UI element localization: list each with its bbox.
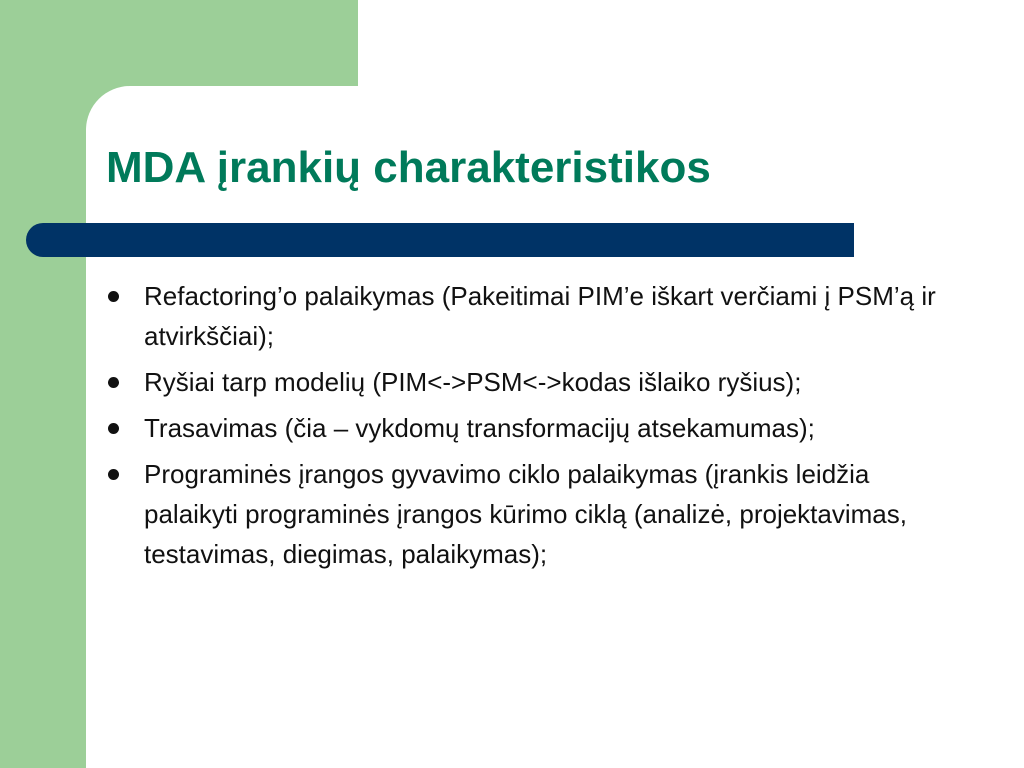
bullet-dot-icon: [108, 291, 119, 302]
bullet-item-refactoring: [106, 276, 966, 356]
bullet-dot-icon: [108, 377, 119, 388]
bullet-dot-icon: [108, 469, 119, 480]
bullet-item-model-links: [106, 362, 966, 402]
bullet-text: Programinės įrangos gyvavimo ciklo palaikymas (įrankis leidžia palaikyti programinės įrangos kūrimo ciklą (analizė, projektavimas, testavimas, diegimas, palaikymas);: [144, 459, 907, 569]
bullet-item-tracing: [106, 408, 966, 448]
bullet-list: [106, 276, 966, 580]
bullet-text: Ryšiai tarp modelių (PIM<->PSM<->kodas išlaiko ryšius);: [144, 367, 802, 397]
bullet-text: Refactoring’o palaikymas (Pakeitimai PIM’e iškart verčiami į PSM’ą ir atvirkščiai);: [144, 281, 936, 351]
bullet-item-lifecycle: [106, 454, 966, 574]
bullet-text: Trasavimas (čia – vykdomų transformacijų atsekamumas);: [144, 413, 815, 443]
title-underline-bar: [26, 223, 854, 257]
bullet-dot-icon: [108, 423, 119, 434]
slide-title: MDA įrankių charakteristikos: [106, 143, 711, 192]
